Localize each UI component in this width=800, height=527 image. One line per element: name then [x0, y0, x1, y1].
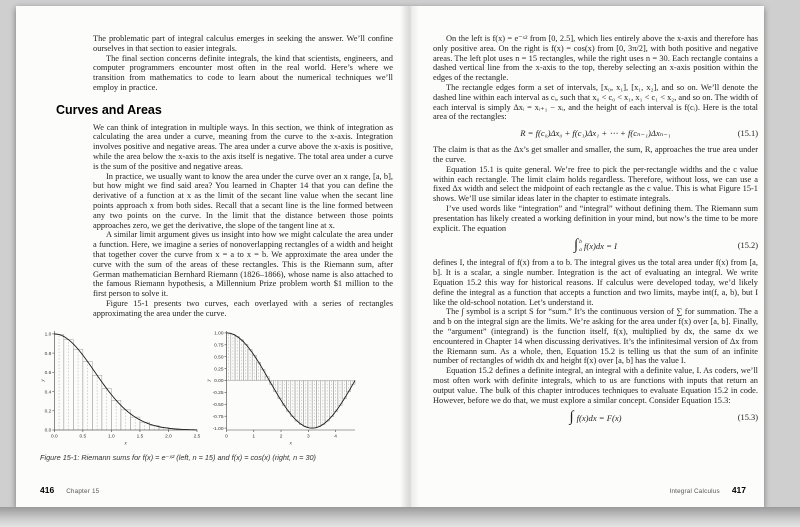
paragraph: defines I, the integral of f(x) from a to b. The integral gives us the total area under f(x) from [a, b]. It is a scalar, a single number. Integration is the act of evaluating an integral. We write Equation 15.2 this way for historical reasons. If calculus were developed today, we’d likely define the integral as a function that accepts a function and two limits, maybe int(f, a, b), but I like the old-school notation. Let’s understand it. [433, 258, 758, 307]
svg-text:2.0: 2.0 [165, 434, 172, 440]
svg-text:0.00: 0.00 [214, 378, 224, 384]
equation-number: (15.1) [737, 128, 758, 138]
paragraph: The claim is that as the Δx’s get smaller and smaller, the sum, R, approaches the true area under the curve. [433, 145, 758, 164]
svg-text:1.00: 1.00 [214, 331, 224, 337]
page-number: 416 [40, 485, 55, 495]
svg-text:x: x [124, 440, 127, 447]
svg-text:0.4: 0.4 [44, 389, 52, 395]
svg-text:0.50: 0.50 [214, 354, 224, 360]
svg-text:0.2: 0.2 [44, 408, 52, 414]
section-heading: Curves and Areas [56, 102, 162, 117]
svg-text:1.0: 1.0 [44, 332, 52, 338]
paragraph: The problematic part of integral calculus emerges in seeking the answer. We’ll confine ourselves in that section to easier integrals. [93, 34, 393, 53]
riemann-sum-chart-exp [40, 327, 200, 447]
integral-lower-limit: a [579, 246, 582, 253]
riemann-sum-chart-cos [206, 327, 358, 447]
paragraph: Equation 15.2 defines a definite integral, an integral with a definite value, I. As coders, we’ll most often work with definite integrals, which to us are functions with inputs that return an output value. The bulk of this chapter introduces techniques to evaluate Equation 15.2 in code. However, before we do that, we must explore a similar concept. Consider Equation 15.3: [433, 366, 758, 405]
paragraph: The ∫ symbol is a script S for “sum.” It’s the continuous version of ∑ for summation. The a and b on the integral sign are the limits. We’re asking for the area under f(x) over [a, b]. Finally, the “argument” (integrand) is the function itself, f(x), multiplied by dx, the same dx we encountered in Chapter 14 when discussing derivatives. It’s the infinitesimal version of Δx from the Riemann sum. As a whole, then, Equation 15.2 is telling us that the sum of an infinite number of rectangles of width dx and height f(x) over [a, b] has the value I. [433, 307, 758, 366]
paragraph: On the left is f(x) = e⁻ˣ² from [0, 2.5], which lies entirely above the x-axis and therefore has only positive area. On the right is f(x) = cos(x) from [0, 3π/2], with both positive and negative areas. The left plot uses n = 15 rectangles, while the right uses n = 30. Each rectangle contains a dashed vertical line from the x-axis to the top, thereby selecting an x-axis position within the edges of the rectangle. [433, 34, 758, 83]
svg-text:-0.50: -0.50 [212, 402, 224, 408]
integral-upper-limit: b [579, 238, 582, 245]
svg-text:y: y [206, 378, 212, 382]
equation-body: ∫ b a f(x)dx = I [574, 237, 617, 254]
page-right [404, 6, 764, 507]
equation-body: R = f(c₀)Δx₀ + f(c₁)Δx₁ + ⋯ + f(cₙ₋₁)Δxₙ₋₁ [520, 128, 671, 139]
equation-body: ∫ f(x)dx = F(x) [569, 409, 622, 426]
paragraph: The final section concerns definite integrals, the kind that scientists, engineers, and computer programmers encounter most often in the real world. Here’s where we transition from mathematics to code to learn about the numerical techniques we’ll employ in practice. [93, 53, 393, 92]
svg-text:0.5: 0.5 [79, 434, 87, 440]
right-page-footer [670, 480, 747, 498]
svg-text:4: 4 [334, 434, 337, 440]
paragraph: A similar limit argument gives us insight into how we might calculate the area under a function. Here, we imagine a series of nonoverlapping rectangles of a width and height that together cover the curve from x = a to x = b. We approximate the area under the curve with the sum of the areas of these rectangles. This is the Riemann sum, after German mathematician Bernhard Riemann (1826–1866), whose name is also attached to the famous Riemann hypothesis, a Millennium Prize problem worth $1 million to the first person to solve it. [93, 230, 393, 299]
left-text-column [40, 34, 393, 462]
svg-text:0.6: 0.6 [44, 370, 52, 376]
svg-text:3: 3 [306, 434, 310, 440]
paragraph: The rectangle edges form a set of intervals, [x₀, x₁], [x₁, x₂], and so on. We’ll denote the dashed line within each interval as cᵢ, such that x₀ < c₀ < x₁, x₁ < c₁ < x₂, and so on. The width of each interval is simply Δxᵢ = xᵢ₊₁ − xᵢ, and the height of each interval is f(cᵢ). Here is the total area of the rectangles: [433, 82, 758, 122]
paragraph: Figure 15-1 presents two curves, each overlayed with a series of rectangles approximating the area under the curve. [93, 298, 393, 318]
integral-sign: ∫ [574, 237, 579, 254]
page-number: 417 [731, 485, 746, 495]
svg-text:y: y [40, 378, 46, 382]
equation-15-3 [433, 410, 758, 425]
svg-text:0.25: 0.25 [214, 366, 224, 372]
equation-number: (15.3) [737, 412, 758, 422]
svg-text:0: 0 [225, 434, 228, 440]
svg-text:0.8: 0.8 [44, 351, 52, 357]
paragraph: I’ve used words like “integration” and “integral” without defining them. The Riemann sum presentation has likely created a working definition in your mind, but now’s the time to be more explicit. The equation [433, 203, 758, 233]
figure-15-1 [40, 327, 393, 447]
paragraph: We can think of integration in multiple ways. In this section, we think of integration as calculating the area under a curve, meaning from the curve to the x-axis. Integration involves positive and negative areas. The area under a curve above the x-axis is positive, while the area below the x-axis to the axis itself is negative. The total area under a curve is the sum of the positive and negative areas. [93, 122, 393, 171]
svg-text:1: 1 [252, 434, 256, 440]
svg-text:0.0: 0.0 [50, 434, 58, 440]
left-page-footer [40, 480, 99, 498]
figure-caption: Figure 15-1: Riemann sums for f(x) = e⁻ˣ² (left, n = 15) and f(x) = cos(x) (right, n = 30) [40, 452, 316, 462]
svg-text:-1.00: -1.00 [212, 426, 224, 432]
svg-text:-0.75: -0.75 [212, 414, 224, 420]
equation-number: (15.2) [737, 240, 758, 250]
svg-text:1.0: 1.0 [108, 434, 115, 440]
svg-text:0.75: 0.75 [214, 343, 224, 349]
svg-text:2.5: 2.5 [193, 434, 200, 440]
paragraph: Equation 15.1 is quite general. We’re free to pick the per-rectangle widths and the c value within each rectangle. The limit claim holds regardless. Therefore, without loss, we can use a fixed Δx width and select the midpoint of each rectangle as the c value. This is what Figure 15-1 shows. We’ll use similar ideas later in the chapter to estimate integrals. [433, 164, 758, 204]
page-spread [16, 6, 764, 507]
svg-text:x: x [289, 440, 292, 447]
page-bottom-shadow [0, 507, 800, 527]
svg-text:2: 2 [279, 434, 283, 440]
paragraph: In practice, we usually want to know the area under the curve over an x range, [a, b], but how might we find said area? You learned in Chapter 14 that you can define the derivative of a function at x as the limit of the secant line value when the secant line points approach x from both sides. Recall that a secant line is the line formed between any two points on the curve. In the limit that the distance between those points approaches zero, we get the derivative, the slope of the tangent line at x. [93, 171, 393, 230]
integral-sign: ∫ [569, 409, 574, 426]
right-text-column [433, 34, 758, 425]
svg-text:0.0: 0.0 [44, 428, 52, 434]
section-label: Integral Calculus [669, 488, 720, 495]
chapter-label: Chapter 15 [66, 488, 100, 495]
svg-text:1.5: 1.5 [136, 434, 144, 440]
equation-15-1 [433, 127, 758, 140]
svg-text:-0.25: -0.25 [212, 390, 224, 396]
equation-15-2 [433, 238, 758, 253]
page-left [16, 6, 404, 507]
